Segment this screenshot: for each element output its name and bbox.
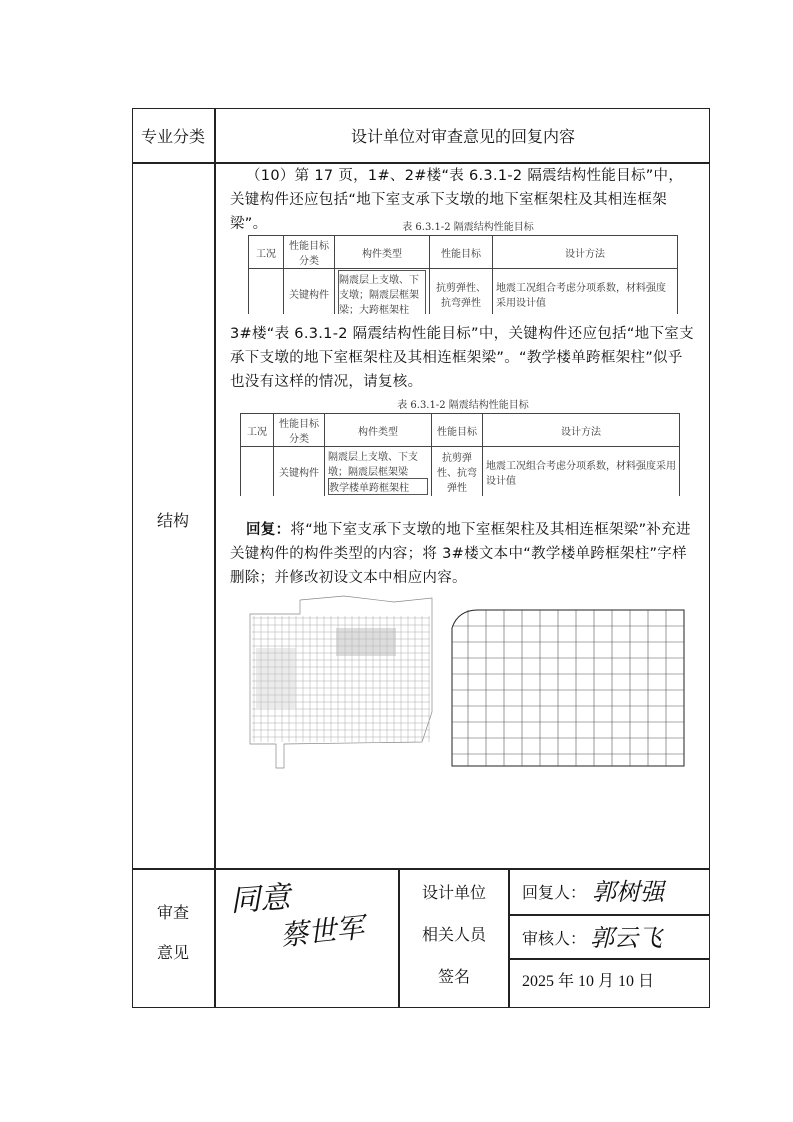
table2-h-type: 构件类型 xyxy=(325,414,432,447)
table2-h-case: 工况 xyxy=(241,414,274,447)
table2-row-goal: 抗剪弹性、抗弯弹性 xyxy=(432,447,483,497)
review-signature-name: 蔡世军 xyxy=(278,910,366,953)
table1-h-case: 工况 xyxy=(249,236,284,269)
review-label-1: 审查 xyxy=(156,903,189,922)
table1-h-method: 设计方法 xyxy=(493,236,678,269)
unit-label-2: 相关人员 xyxy=(421,925,486,944)
unit-label-3: 签名 xyxy=(437,967,470,986)
table2 xyxy=(240,413,680,496)
unit-column-divider xyxy=(508,868,510,1008)
table2-row-type-a: 隔震层上支墩、下支墩；隔震层框架梁 xyxy=(328,452,418,478)
table1-h-cat: 性能目标分类 xyxy=(284,236,335,269)
table2-h-goal: 性能目标 xyxy=(432,414,483,447)
table2-h-cat: 性能目标分类 xyxy=(274,414,325,447)
review-signature-approve: 同意 xyxy=(229,879,292,920)
sign-date: 2025 年 10 月 10 日 xyxy=(522,973,655,990)
replier-signature: 郭树强 xyxy=(592,878,664,906)
table1-row-type: 隔震层上支墩、下支墩；隔震层框架梁；大跨框架柱 xyxy=(338,270,426,314)
table1-row-cat: 关键构件 xyxy=(284,269,335,315)
footer-divider xyxy=(132,868,710,870)
replier-label: 回复人： xyxy=(522,883,587,902)
reply-label: 回复： xyxy=(246,522,291,538)
checker-label: 审核人： xyxy=(522,929,587,948)
review-comment-1: （10）第 17 页，1#、2#楼“表 6.3.1-2 隔震结构性能目标”中，关键构件还应包括“地下室支承下支墩的地下室框架柱及其相连框架梁”。 xyxy=(230,168,684,232)
category-structure: 结构 xyxy=(156,511,189,530)
table2-h-method: 设计方法 xyxy=(483,414,680,447)
table1-h-goal: 性能目标 xyxy=(430,236,493,269)
structural-plan-drawing-right xyxy=(448,606,690,772)
header-reply-content: 设计单位对审查意见的回复内容 xyxy=(350,127,575,146)
checker-signature: 郭云飞 xyxy=(590,924,662,952)
header-category: 专业分类 xyxy=(140,127,205,146)
structural-plan-drawing-left xyxy=(244,592,440,776)
table2-row-method: 地震工况组合考虑分项系数，材料强度采用设计值 xyxy=(483,447,680,497)
sign-row-divider-1 xyxy=(508,914,710,916)
table2-row-type-b: 教学楼单跨框架柱 xyxy=(328,478,428,495)
table2-caption: 表 6.3.1-2 隔震结构性能目标 xyxy=(397,400,529,411)
sign-row-divider-2 xyxy=(508,958,710,960)
table-snippet-1 xyxy=(248,218,688,314)
category-column-divider xyxy=(214,108,216,1008)
unit-label-1: 设计单位 xyxy=(421,883,486,902)
review-label-2: 意见 xyxy=(156,943,189,962)
table-snippet-2 xyxy=(240,396,686,496)
table1-row-goal: 抗剪弹性、抗弯弹性 xyxy=(430,269,493,315)
table1 xyxy=(248,235,678,314)
table1-caption: 表 6.3.1-2 隔震结构性能目标 xyxy=(402,222,534,233)
table1-h-type: 构件类型 xyxy=(335,236,430,269)
table1-row-method: 地震工况组合考虑分项系数，材料强度采用设计值 xyxy=(493,269,678,315)
reply-text: 将“地下室支承下支墩的地下室框架柱及其相连框架梁”补充进关键构件的构件类型的内容；将 3#楼文本中“教学楼单跨框架柱”字样删除；并修改初设文本中相应内容。 xyxy=(230,522,691,586)
table2-row-cat: 关键构件 xyxy=(274,447,325,497)
reply-paragraph xyxy=(230,518,696,590)
review-comment-2: 3#楼“表 6.3.1-2 隔震结构性能目标”中，关键构件还应包括“地下室支承下支墩的地下室框架柱及其相连框架梁”。“教学楼单跨框架柱”似乎也没有这样的情况，请复核。 xyxy=(230,326,694,390)
